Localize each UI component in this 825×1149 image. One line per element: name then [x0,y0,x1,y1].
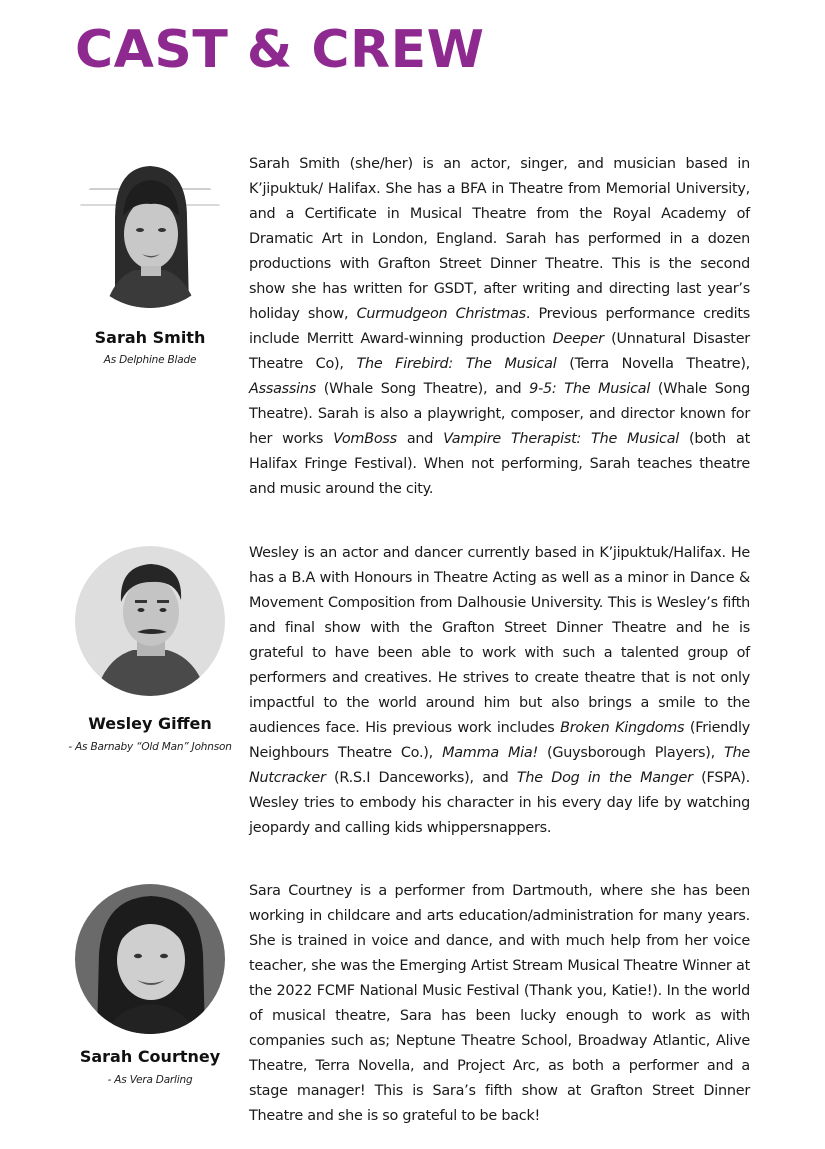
cast-bio [249,879,750,1129]
bio-text: (Terra Novella Theatre), [556,356,751,372]
bio-text: (Friendly Neighbours Theatre Co.), [249,720,750,761]
bio-title-italic: Vampire Therapist: The Musical [443,431,680,447]
bio-title-italic: Assassins [249,381,317,397]
bio-text: (Whale Song Theatre), and [316,381,530,397]
bio-text: (FSPA). Wesley tries to embody his character in his every day life by watching jeopardy and calling kids whippersnappers. [249,770,750,836]
portrait-photo [75,158,225,308]
bio-text: (Unnatural Disaster Theatre Co), [249,331,750,372]
bio-text: Wesley is an actor and dancer currently based in K’jipuktuk/Halifax. He has a B.A with Honours in Theatre Acting as well as a minor in Dance & Movement Composition from Dalhousie University. This is Wesley’s fifth and final show with the Grafton Street Dinner Theatre and he is grateful to have been able to work with such a talented group of performers and creatives. He strives to create theatre that is not only impactful to the world around him but also brings a smile to the audiences face. His previous work includes [249,545,750,736]
bio-title-italic: Broken Kingdoms [560,720,685,736]
bio-text: Sarah Smith (she/her) is an actor, singer, and musician based in K’jipuktuk/ Halifax. She has a BFA in Theatre from Memorial University, and a Certificate in Musical Theatre from the Royal Academy of Dramatic Art in London, England. Sarah has performed in a dozen productions with Grafton Street Dinner Theatre. This is the second show she has written for GSDT, after writing and directing last year’s holiday show, [249,156,750,322]
cast-role: - As Vera Darling [107,1074,193,1086]
bio-text: (Whale Song Theatre). Sarah is also a playwright, composer, and director known for her works [249,381,750,447]
cast-bio [249,541,750,841]
bio-title-italic: The Firebird: The Musical [356,356,557,372]
bio-title-italic: 9-5: The Musical [529,381,651,397]
bio-title-italic: The Dog in the Manger [516,770,693,786]
bio-title-italic: The Nutcracker [249,745,750,786]
cast-role: - As Barnaby “Old Man” Johnson [68,741,232,753]
bio-title-italic: Deeper [552,331,604,347]
bio-text: (R.S.I Danceworks), and [325,770,517,786]
bio-text: Sara Courtney is a performer from Dartmouth, where she has been working in childcare and arts education/administration for many years. She is trained in voice and dance, and with much help from her voice teacher, she was the Emerging Artist Stream Musical Theatre Winner at the 2022 FCMF National Music Festival (Thank you, Katie!). In the world of musical theatre, Sara has been lucky enough to work as with companies such as; Neptune Theatre School, Broadway Atlantic, Alive Theatre, Terra Novella, and Project Arc, as both a performer and a stage manager! This is Sara’s fifth show at Grafton Street Dinner Theatre and she is so grateful to be back! [249,883,750,1124]
bio-text: (Guysborough Players), [537,745,724,761]
portrait-photo [75,546,225,696]
page-title: CAST & CREW [75,20,485,80]
cast-name: Sarah Smith [94,328,206,347]
portrait-photo [75,884,225,1034]
cast-role: As Delphine Blade [103,354,197,366]
bio-text: . Previous performance credits include Merritt Award-winning production [249,306,750,347]
bio-title-italic: Mamma Mia! [442,745,538,761]
bio-title-italic: Curmudgeon Christmas [356,306,526,322]
cast-name: Sarah Courtney [79,1047,221,1066]
bio-title-italic: VomBoss [333,431,397,447]
cast-bio [249,152,750,502]
cast-name: Wesley Giffen [88,714,212,733]
bio-text: and [396,431,444,447]
bio-text: (both at Halifax Fringe Festival). When not performing, Sarah teaches theatre and music around the city. [249,431,750,497]
